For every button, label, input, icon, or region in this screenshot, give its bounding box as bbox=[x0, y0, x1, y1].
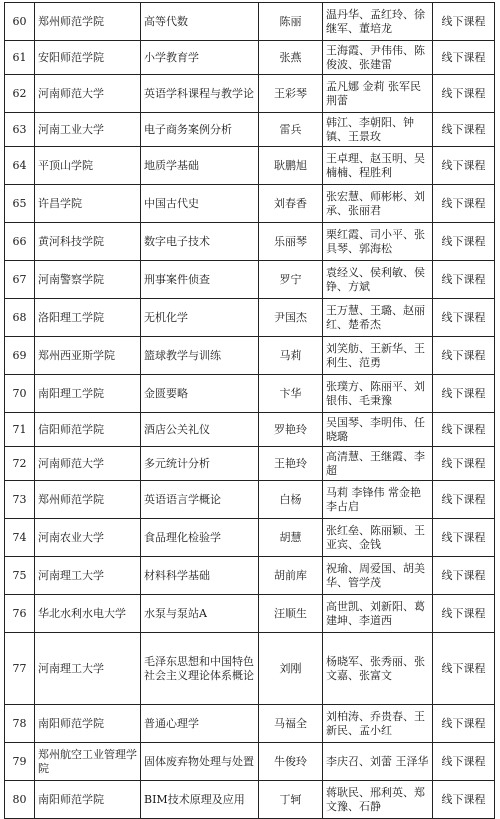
course-type: 线下课程 bbox=[433, 75, 495, 113]
table-row bbox=[5, 299, 495, 337]
table-row bbox=[5, 113, 495, 147]
table-row bbox=[5, 557, 495, 595]
team-members: 蒋耿民、邢利英、郑文豫、石静 bbox=[323, 781, 433, 819]
table-row bbox=[5, 413, 495, 447]
table-body bbox=[5, 3, 495, 819]
table-row bbox=[5, 633, 495, 705]
table-row bbox=[5, 781, 495, 819]
table-row bbox=[5, 185, 495, 223]
course-type: 线下课程 bbox=[433, 113, 495, 147]
team-members: 王卓理、赵玉明、吴楠楠、程胜利 bbox=[323, 147, 433, 185]
team-members: 高清慧、王继霞、李超 bbox=[323, 447, 433, 481]
school-name: 河南理工大学 bbox=[35, 557, 141, 595]
course-name: 酒店公关礼仪 bbox=[141, 413, 259, 447]
course-type: 线下课程 bbox=[433, 147, 495, 185]
course-type: 线下课程 bbox=[433, 705, 495, 743]
team-members: 李庆召、刘蕾 王泽华 bbox=[323, 743, 433, 781]
course-type: 线下课程 bbox=[433, 3, 495, 41]
team-members: 高世凯、刘新阳、葛建坤、李道西 bbox=[323, 595, 433, 633]
team-members: 杨晓军、张秀丽、张文嘉、张富文 bbox=[323, 633, 433, 705]
table-row bbox=[5, 3, 495, 41]
course-name: 毛泽东思想和中国特色社会主义理论体系概论 bbox=[141, 633, 259, 705]
course-name: 中国古代史 bbox=[141, 185, 259, 223]
school-name: 河南警察学院 bbox=[35, 261, 141, 299]
course-type: 线下课程 bbox=[433, 447, 495, 481]
school-name: 河南师范大学 bbox=[35, 75, 141, 113]
course-leader: 罗艳玲 bbox=[259, 413, 323, 447]
course-leader: 尹国杰 bbox=[259, 299, 323, 337]
table-row bbox=[5, 705, 495, 743]
course-leader: 刘春香 bbox=[259, 185, 323, 223]
team-members: 吴国琴、李明伟、任晓璐 bbox=[323, 413, 433, 447]
table-row bbox=[5, 375, 495, 413]
team-members: 王万慧、王璐、赵丽红、楚希杰 bbox=[323, 299, 433, 337]
course-type: 线下课程 bbox=[433, 185, 495, 223]
school-name: 华北水利水电大学 bbox=[35, 595, 141, 633]
course-leader: 白杨 bbox=[259, 481, 323, 519]
course-leader: 王艳玲 bbox=[259, 447, 323, 481]
table-row bbox=[5, 261, 495, 299]
course-leader: 马福全 bbox=[259, 705, 323, 743]
table-row bbox=[5, 743, 495, 781]
table-row bbox=[5, 337, 495, 375]
course-leader: 刘刚 bbox=[259, 633, 323, 705]
course-name: 材料科学基础 bbox=[141, 557, 259, 595]
team-members: 张宏慧、师彬彬、刘承、张丽君 bbox=[323, 185, 433, 223]
course-name: 金匮要略 bbox=[141, 375, 259, 413]
team-members: 温丹华、孟红玲、徐继军、董培龙 bbox=[323, 3, 433, 41]
course-leader: 张燕 bbox=[259, 41, 323, 75]
row-number: 66 bbox=[5, 223, 35, 261]
course-name: 高等代数 bbox=[141, 3, 259, 41]
course-name: 数字电子技术 bbox=[141, 223, 259, 261]
course-type: 线下课程 bbox=[433, 519, 495, 557]
row-number: 77 bbox=[5, 633, 35, 705]
school-name: 南阳理工学院 bbox=[35, 375, 141, 413]
team-members: 刘柏涛、乔贵春、王新民、孟小红 bbox=[323, 705, 433, 743]
school-name: 南阳师范学院 bbox=[35, 705, 141, 743]
course-name: 篮球教学与训练 bbox=[141, 337, 259, 375]
school-name: 河南农业大学 bbox=[35, 519, 141, 557]
course-name: BIM技术原理及应用 bbox=[141, 781, 259, 819]
team-members: 祝瑜、周爱国、胡美华、管学茂 bbox=[323, 557, 433, 595]
course-leader: 马莉 bbox=[259, 337, 323, 375]
course-leader: 乐丽琴 bbox=[259, 223, 323, 261]
course-type: 线下课程 bbox=[433, 595, 495, 633]
course-leader: 陈丽 bbox=[259, 3, 323, 41]
team-members: 袁经义、侯利敏、侯铮、方斌 bbox=[323, 261, 433, 299]
course-name: 固体废弃物处理与处置 bbox=[141, 743, 259, 781]
course-name: 普通心理学 bbox=[141, 705, 259, 743]
school-name: 郑州西亚斯学院 bbox=[35, 337, 141, 375]
course-name: 英语语言学概论 bbox=[141, 481, 259, 519]
row-number: 78 bbox=[5, 705, 35, 743]
row-number: 76 bbox=[5, 595, 35, 633]
school-name: 郑州师范学院 bbox=[35, 481, 141, 519]
row-number: 64 bbox=[5, 147, 35, 185]
course-type: 线下课程 bbox=[433, 223, 495, 261]
row-number: 72 bbox=[5, 447, 35, 481]
team-members: 刘笑舫、王新华、王利生、范勇 bbox=[323, 337, 433, 375]
team-members: 王海霞、尹伟伟、陈俊波、张建雷 bbox=[323, 41, 433, 75]
table-row bbox=[5, 447, 495, 481]
course-name: 地质学基础 bbox=[141, 147, 259, 185]
row-number: 60 bbox=[5, 3, 35, 41]
row-number: 67 bbox=[5, 261, 35, 299]
team-members: 张红垒、陈丽颖、王亚宾、金钱 bbox=[323, 519, 433, 557]
row-number: 70 bbox=[5, 375, 35, 413]
course-leader: 卞华 bbox=[259, 375, 323, 413]
course-name: 小学教育学 bbox=[141, 41, 259, 75]
course-type: 线下课程 bbox=[433, 375, 495, 413]
row-number: 61 bbox=[5, 41, 35, 75]
row-number: 79 bbox=[5, 743, 35, 781]
school-name: 洛阳理工学院 bbox=[35, 299, 141, 337]
row-number: 71 bbox=[5, 413, 35, 447]
school-name: 郑州航空工业管理学院 bbox=[35, 743, 141, 781]
course-leader: 牛俊玲 bbox=[259, 743, 323, 781]
row-number: 68 bbox=[5, 299, 35, 337]
school-name: 河南工业大学 bbox=[35, 113, 141, 147]
row-number: 80 bbox=[5, 781, 35, 819]
row-number: 62 bbox=[5, 75, 35, 113]
course-leader: 汪顺生 bbox=[259, 595, 323, 633]
course-leader: 雷兵 bbox=[259, 113, 323, 147]
team-members: 孟凡娜 金莉 张军民 荆蕾 bbox=[323, 75, 433, 113]
row-number: 75 bbox=[5, 557, 35, 595]
table-row bbox=[5, 75, 495, 113]
team-members: 张璞方、陈丽平、刘银伟、毛秉豫 bbox=[323, 375, 433, 413]
school-name: 许昌学院 bbox=[35, 185, 141, 223]
school-name: 平顶山学院 bbox=[35, 147, 141, 185]
course-list-table bbox=[4, 2, 495, 819]
course-name: 刑事案件侦查 bbox=[141, 261, 259, 299]
course-leader: 丁轲 bbox=[259, 781, 323, 819]
course-type: 线下课程 bbox=[433, 481, 495, 519]
school-name: 信阳师范学院 bbox=[35, 413, 141, 447]
table-row bbox=[5, 41, 495, 75]
course-type: 线下课程 bbox=[433, 781, 495, 819]
course-name: 食品理化检验学 bbox=[141, 519, 259, 557]
course-type: 线下课程 bbox=[433, 261, 495, 299]
row-number: 63 bbox=[5, 113, 35, 147]
team-members: 韩江、李朝阳、钟镇、王景玫 bbox=[323, 113, 433, 147]
table-row bbox=[5, 481, 495, 519]
row-number: 65 bbox=[5, 185, 35, 223]
team-members: 栗红霞、司小平、张具琴、郭海松 bbox=[323, 223, 433, 261]
table-row bbox=[5, 519, 495, 557]
course-name: 多元统计分析 bbox=[141, 447, 259, 481]
course-name: 无机化学 bbox=[141, 299, 259, 337]
school-name: 河南理工大学 bbox=[35, 633, 141, 705]
row-number: 74 bbox=[5, 519, 35, 557]
course-name: 英语学科课程与教学论 bbox=[141, 75, 259, 113]
table-row bbox=[5, 147, 495, 185]
school-name: 安阳师范学院 bbox=[35, 41, 141, 75]
course-leader: 王彩琴 bbox=[259, 75, 323, 113]
course-type: 线下课程 bbox=[433, 413, 495, 447]
school-name: 南阳师范学院 bbox=[35, 781, 141, 819]
row-number: 73 bbox=[5, 481, 35, 519]
course-leader: 胡前库 bbox=[259, 557, 323, 595]
course-leader: 胡慧 bbox=[259, 519, 323, 557]
course-name: 水泵与泵站A bbox=[141, 595, 259, 633]
table-row bbox=[5, 595, 495, 633]
team-members: 马莉 李锋伟 常金艳 李占启 bbox=[323, 481, 433, 519]
course-type: 线下课程 bbox=[433, 557, 495, 595]
table-row bbox=[5, 223, 495, 261]
course-type: 线下课程 bbox=[433, 41, 495, 75]
course-type: 线下课程 bbox=[433, 633, 495, 705]
course-leader: 耿鹏旭 bbox=[259, 147, 323, 185]
school-name: 郑州师范学院 bbox=[35, 3, 141, 41]
school-name: 黄河科技学院 bbox=[35, 223, 141, 261]
course-type: 线下课程 bbox=[433, 299, 495, 337]
course-name: 电子商务案例分析 bbox=[141, 113, 259, 147]
course-leader: 罗宁 bbox=[259, 261, 323, 299]
row-number: 69 bbox=[5, 337, 35, 375]
school-name: 河南师范大学 bbox=[35, 447, 141, 481]
course-type: 线下课程 bbox=[433, 743, 495, 781]
course-type: 线下课程 bbox=[433, 337, 495, 375]
